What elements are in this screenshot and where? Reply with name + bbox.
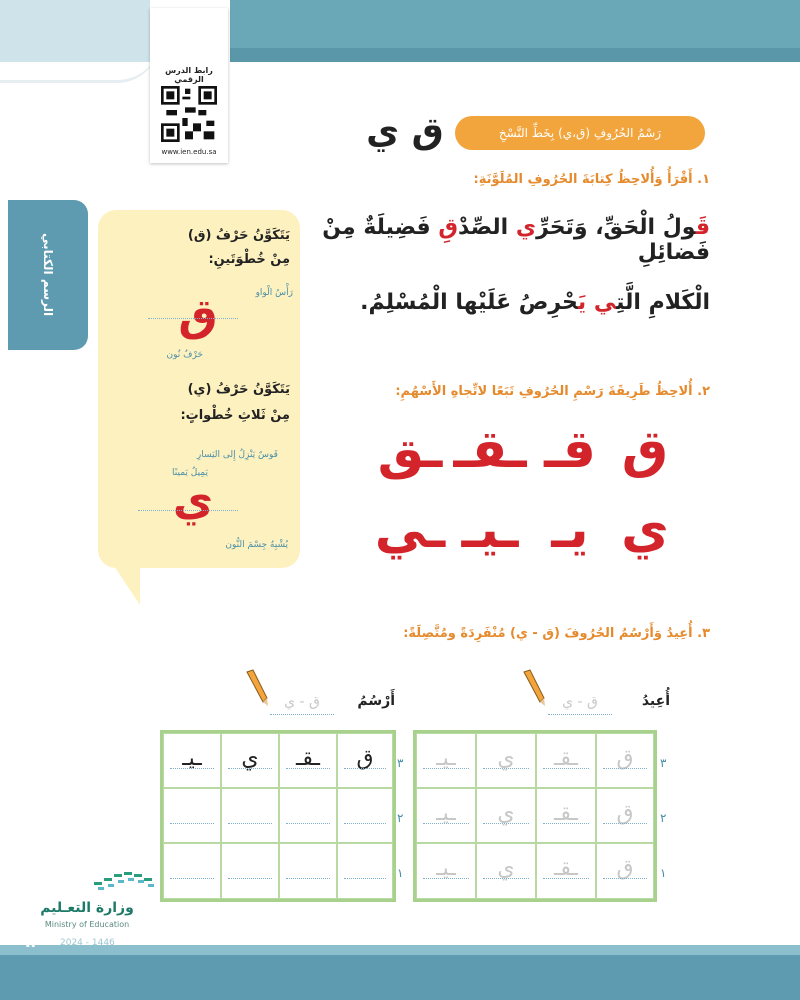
cell-line xyxy=(228,823,272,824)
y-annot-2: يَمِيلُ يَمينًا xyxy=(172,468,208,478)
repeat-hint: ق - ي xyxy=(562,694,598,710)
q-letter: ق xyxy=(178,290,218,341)
y-form-initial: يـ xyxy=(551,500,589,560)
repeat-cell[interactable] xyxy=(476,788,536,843)
line2-part-1: ي xyxy=(593,290,617,315)
cell-hint: ـقـ xyxy=(553,746,579,771)
side-tab[interactable] xyxy=(8,200,88,350)
q-form-initial: قـ xyxy=(544,420,596,480)
cell-line xyxy=(603,768,647,769)
q-annot-bottom: حَرْفُ نُون xyxy=(166,350,203,360)
ministry-name-en: Ministry of Education xyxy=(44,920,130,929)
line1-part-6: فَضِيلَةٌ مِنْ فَضائِلِ xyxy=(322,215,710,265)
qr-url[interactable]: www.ien.edu.sa xyxy=(161,148,217,156)
section-1-heading: ١. أَقْرَأُ وَأُلاحِظُ كِتابَةَ الحُرُوفِ المُلَوَّنَةِ: xyxy=(473,172,710,187)
draw-hint-line xyxy=(270,714,334,715)
cell-hint: ـيـ xyxy=(436,856,456,881)
cell-hint: ـيـ xyxy=(436,801,456,826)
cell-line xyxy=(228,878,272,879)
q-intro-2: مِنْ خُطْوَتَينِ: xyxy=(208,252,290,267)
line2-part-4: حْرِصُ عَلَيْها الْمُسْلِمُ. xyxy=(360,290,578,315)
q-form-isolated: ق xyxy=(621,420,669,480)
row-number: ٢ xyxy=(397,811,404,825)
draw-cell[interactable] xyxy=(221,843,279,899)
pencil-icon xyxy=(520,668,550,708)
reading-line-1 xyxy=(300,215,710,265)
draw-cell[interactable] xyxy=(337,733,393,788)
cell-model: ـيـ xyxy=(182,746,202,771)
line2-part-2 xyxy=(586,290,594,315)
q-annot-top: رَأْسُ الْواو xyxy=(255,288,293,298)
line1-part-5: قِ xyxy=(438,215,459,240)
repeat-grid[interactable] xyxy=(413,730,657,902)
draw-cell[interactable] xyxy=(163,788,221,843)
cell-line xyxy=(344,878,386,879)
top-left-curve xyxy=(0,40,160,83)
y-baseline xyxy=(138,510,238,511)
draw-grid[interactable] xyxy=(160,730,396,902)
cell-line xyxy=(423,878,469,879)
draw-cell[interactable] xyxy=(337,788,393,843)
side-tab-label: الرسم الكتابي xyxy=(41,233,55,317)
draw-hint: ق - ي xyxy=(284,694,320,710)
cell-line xyxy=(603,878,647,879)
cell-hint: ي xyxy=(497,801,515,826)
ministry-logo-icon xyxy=(92,862,162,892)
cell-line xyxy=(170,768,214,769)
cell-line xyxy=(603,823,647,824)
cell-line xyxy=(543,878,589,879)
section-2-heading: ٢. أُلاحِظُ طَرِيقَةَ رَسْمِ الحُرُوفِ تَبَعًا لاتِّجاهِ الأَسْهُمِ: xyxy=(395,384,710,399)
title-pill xyxy=(455,116,705,150)
edition-year: 2024 - 1446 xyxy=(60,938,115,948)
cell-line xyxy=(423,768,469,769)
cell-line xyxy=(423,823,469,824)
line1-part-4: الصِّدْ xyxy=(458,215,516,240)
title-text: رَسْمُ الحُرُوفِ (ق،ي) بِخَطِّ النَّسْخِ xyxy=(498,126,662,140)
cell-hint: ق xyxy=(616,856,634,881)
draw-cell[interactable] xyxy=(221,733,279,788)
row-number: ١ xyxy=(660,866,667,880)
repeat-cell[interactable] xyxy=(476,733,536,788)
draw-cell[interactable] xyxy=(163,843,221,899)
letter-explanation-card xyxy=(98,210,300,568)
draw-cell[interactable] xyxy=(279,788,337,843)
row-number: ٢ xyxy=(660,811,667,825)
cell-hint: ـقـ xyxy=(553,801,579,826)
draw-label: أَرْسُمُ xyxy=(357,693,395,709)
y-annot-1: قَوسٌ يَنْزِلُ إِلى اليَسارِ xyxy=(196,450,278,460)
cell-hint: ي xyxy=(497,856,515,881)
row-number: ٣ xyxy=(397,756,404,770)
cell-line xyxy=(483,823,529,824)
cell-line xyxy=(286,823,330,824)
y-form-medial: ـيـ xyxy=(461,500,519,560)
repeat-cell[interactable] xyxy=(416,788,476,843)
cell-line xyxy=(483,878,529,879)
repeat-cell[interactable] xyxy=(596,733,654,788)
cell-model: ي xyxy=(241,746,259,771)
cell-hint: ـقـ xyxy=(553,856,579,881)
line2-part-3: يَ xyxy=(577,290,587,315)
qr-label: رابط الدرس الرقمي xyxy=(165,66,213,84)
title-letters: ق ي xyxy=(366,111,444,152)
draw-cell[interactable] xyxy=(337,843,393,899)
y-letter: ي xyxy=(172,475,214,526)
cell-hint: ي xyxy=(497,746,515,771)
line1-part-3: ي xyxy=(515,215,537,240)
q-baseline xyxy=(148,318,238,319)
ministry-name: وزارة التعـليم xyxy=(40,900,134,916)
top-banner xyxy=(230,0,800,62)
y-form-isolated: ي xyxy=(621,500,669,560)
pencil-icon xyxy=(243,668,273,708)
y-annot-3: يُشْبِهُ جِسْمَ النُّون xyxy=(225,540,288,550)
cell-model: ـقـ xyxy=(295,746,321,771)
footer-band xyxy=(0,955,800,1000)
cell-line xyxy=(170,823,214,824)
page-number: ٩٣ xyxy=(20,932,40,951)
cell-line xyxy=(543,823,589,824)
repeat-cell[interactable] xyxy=(476,843,536,899)
cell-line xyxy=(344,768,386,769)
repeat-label: أُعِيدُ xyxy=(641,693,670,709)
cell-model: ق xyxy=(356,746,374,771)
cell-hint: ـيـ xyxy=(436,746,456,771)
y-intro-1: يَتَكَوَّنُ حَرْفُ (ي) xyxy=(187,382,290,397)
qr-code-icon[interactable] xyxy=(161,86,217,142)
draw-cell[interactable] xyxy=(221,788,279,843)
line1-part-2: ولُ الْحَقِّ، وَتَحَرِّ xyxy=(536,215,696,240)
repeat-cell[interactable] xyxy=(536,788,596,843)
y-form-final: ـي xyxy=(374,500,446,560)
row-number: ١ xyxy=(397,866,404,880)
q-form-final: ـق xyxy=(377,420,443,480)
section-3-heading: ٣. أُعِيدُ وَأَرْسُمُ الحُرُوفَ (ق - ي) مُنْفَرِدَةً ومُتَّصِلَةً: xyxy=(403,626,710,641)
repeat-cell[interactable] xyxy=(536,843,596,899)
cell-hint: ق xyxy=(616,746,634,771)
cell-hint: ق xyxy=(616,801,634,826)
repeat-cell[interactable] xyxy=(596,788,654,843)
cell-line xyxy=(228,768,272,769)
cell-line xyxy=(543,768,589,769)
draw-cell[interactable] xyxy=(279,843,337,899)
repeat-cell[interactable] xyxy=(416,733,476,788)
y-intro-2: مِنْ ثَلاثِ خُطْواتٍ: xyxy=(180,408,290,423)
cell-line xyxy=(286,768,330,769)
row-number: ٣ xyxy=(660,756,667,770)
cell-line xyxy=(483,768,529,769)
draw-cell[interactable] xyxy=(163,733,221,788)
cell-line xyxy=(344,823,386,824)
line1-part-1: قَ xyxy=(695,215,710,240)
draw-cell[interactable] xyxy=(279,733,337,788)
reading-line-2 xyxy=(300,290,710,315)
cell-line xyxy=(286,878,330,879)
repeat-hint-line xyxy=(548,714,612,715)
repeat-cell[interactable] xyxy=(416,843,476,899)
repeat-cell[interactable] xyxy=(596,843,654,899)
repeat-cell[interactable] xyxy=(536,733,596,788)
q-intro-1: يَتَكَوَّنُ حَرْفُ (ق) xyxy=(187,228,290,243)
line2-part-0: الْكَلامِ الَّتِ xyxy=(616,290,710,315)
qr-card[interactable] xyxy=(150,8,228,163)
cell-line xyxy=(170,878,214,879)
q-form-medial: ـقـ xyxy=(453,420,527,480)
